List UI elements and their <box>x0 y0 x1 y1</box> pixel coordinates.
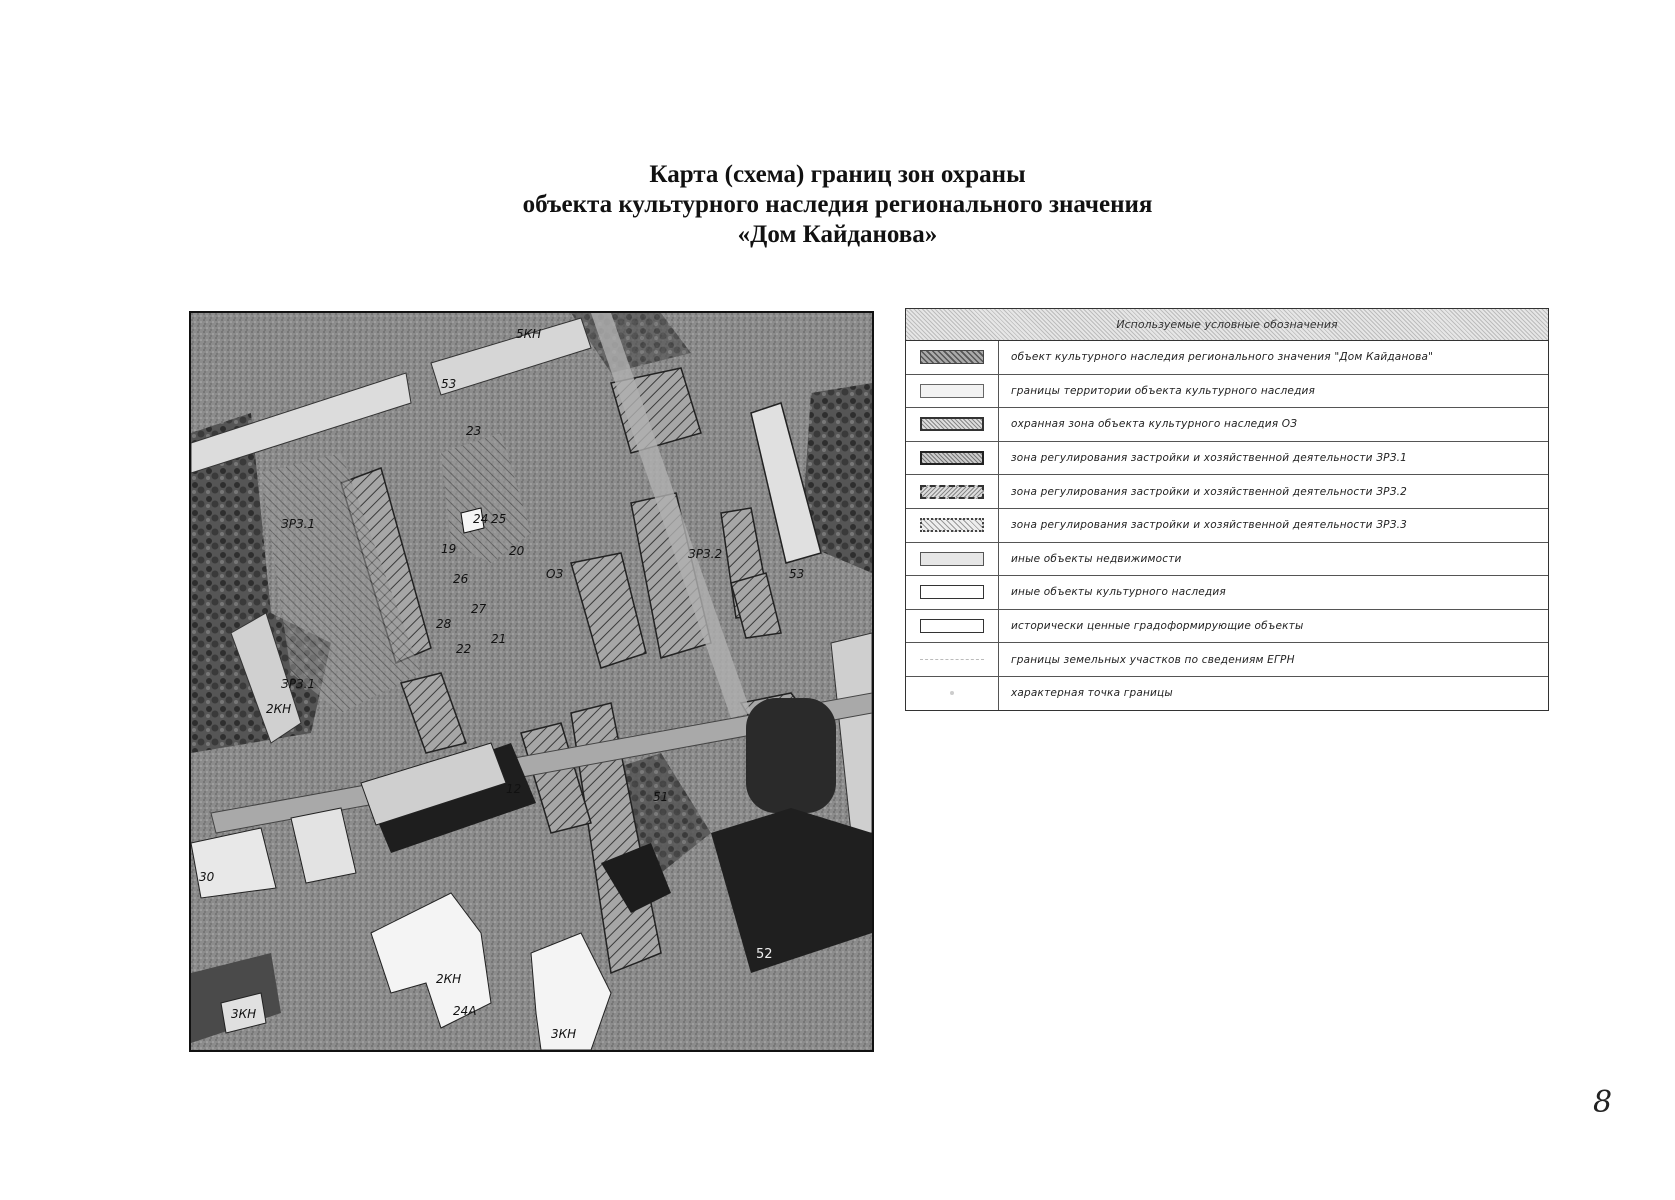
legend-row <box>906 341 1548 375</box>
legend-row <box>906 677 1548 710</box>
point-24: 24 <box>473 512 489 526</box>
label-51: 51 <box>653 790 669 804</box>
legend-label: границы земельных участков по сведениям ЕГРН <box>1011 653 1295 666</box>
label-3kn: 3КН <box>551 1027 577 1041</box>
map-title <box>0 160 1675 250</box>
point-25: 25 <box>491 512 507 526</box>
legend-label: зона регулирования застройки и хозяйственной деятельности ЗРЗ.2 <box>1011 485 1408 498</box>
label-2kn-b: 2КН <box>266 702 292 716</box>
point-27: 27 <box>471 602 487 616</box>
label-12: 12 <box>506 782 522 796</box>
legend-label: характерная точка границы <box>1011 687 1173 700</box>
title-line-1: Карта (схема) границ зон охраны <box>649 161 1026 188</box>
label-3kn-b: 3КН <box>231 1007 257 1021</box>
legend-row <box>906 375 1548 409</box>
territory-boundary-icon <box>920 384 984 398</box>
title-line-3: «Дом Кайданова» <box>737 221 938 248</box>
point-22: 22 <box>456 642 472 656</box>
legend-row <box>906 576 1548 610</box>
legend-label: объект культурного наследия регионального значения "Дом Кайданова" <box>1011 351 1434 364</box>
point-28: 28 <box>436 617 452 631</box>
zrz2-icon <box>920 485 984 499</box>
legend-label: зона регулирования застройки и хозяйственной деятельности ЗРЗ.1 <box>1011 452 1408 465</box>
historic-valuable-icon <box>920 619 984 633</box>
label-zrz1-b: ЗРЗ.1 <box>281 677 316 691</box>
legend-label: зона регулирования застройки и хозяйственной деятельности ЗРЗ.3 <box>1011 519 1408 532</box>
legend-label: иные объекты недвижимости <box>1011 552 1182 565</box>
label-zrz1: ЗРЗ.1 <box>281 517 316 531</box>
cadastral-boundary-icon <box>920 659 984 660</box>
protection-zone-icon <box>920 417 984 431</box>
legend-row <box>906 543 1548 577</box>
label-53-top: 53 <box>441 377 457 391</box>
label-52: 52 <box>756 947 773 962</box>
point-23: 23 <box>466 424 482 438</box>
label-zrz2: ЗРЗ.2 <box>688 547 723 561</box>
legend-table <box>905 308 1549 711</box>
legend-row <box>906 509 1548 543</box>
map-canvas <box>191 313 872 1050</box>
legend-row <box>906 643 1548 677</box>
okn-icon <box>920 350 984 364</box>
label-2kn: 2КН <box>436 972 462 986</box>
point-26: 26 <box>453 572 469 586</box>
legend-header: Используемые условные обозначения <box>906 309 1548 341</box>
point-20: 20 <box>509 544 525 558</box>
zrz1-icon <box>920 451 984 465</box>
legend-label: исторически ценные градоформирующие объекты <box>1011 620 1304 633</box>
legend-label: иные объекты культурного наследия <box>1011 586 1226 599</box>
point-19: 19 <box>441 542 457 556</box>
zrz3-icon <box>920 518 984 532</box>
stadium-trees <box>746 698 836 813</box>
point-21: 21 <box>491 632 507 646</box>
label-30: 30 <box>199 870 215 884</box>
legend-row <box>906 408 1548 442</box>
boundary-point-icon <box>950 691 954 695</box>
label-53: 53 <box>789 567 805 581</box>
legend-row <box>906 475 1548 509</box>
label-5kn: 5КН <box>516 327 542 341</box>
legend-row <box>906 610 1548 644</box>
other-real-estate-icon <box>920 552 984 566</box>
title-line-2: объекта культурного наследия регионального значения <box>522 191 1153 218</box>
label-24a: 24А <box>453 1004 477 1018</box>
aerial-map[interactable] <box>189 311 874 1052</box>
legend-row <box>906 442 1548 476</box>
label-oz: ОЗ <box>546 567 564 581</box>
legend-label: охранная зона объекта культурного наследия ОЗ <box>1011 418 1298 431</box>
legend-label: границы территории объекта культурного наследия <box>1011 384 1316 397</box>
page-number: 8 <box>1593 1085 1613 1120</box>
other-heritage-icon <box>920 585 984 599</box>
